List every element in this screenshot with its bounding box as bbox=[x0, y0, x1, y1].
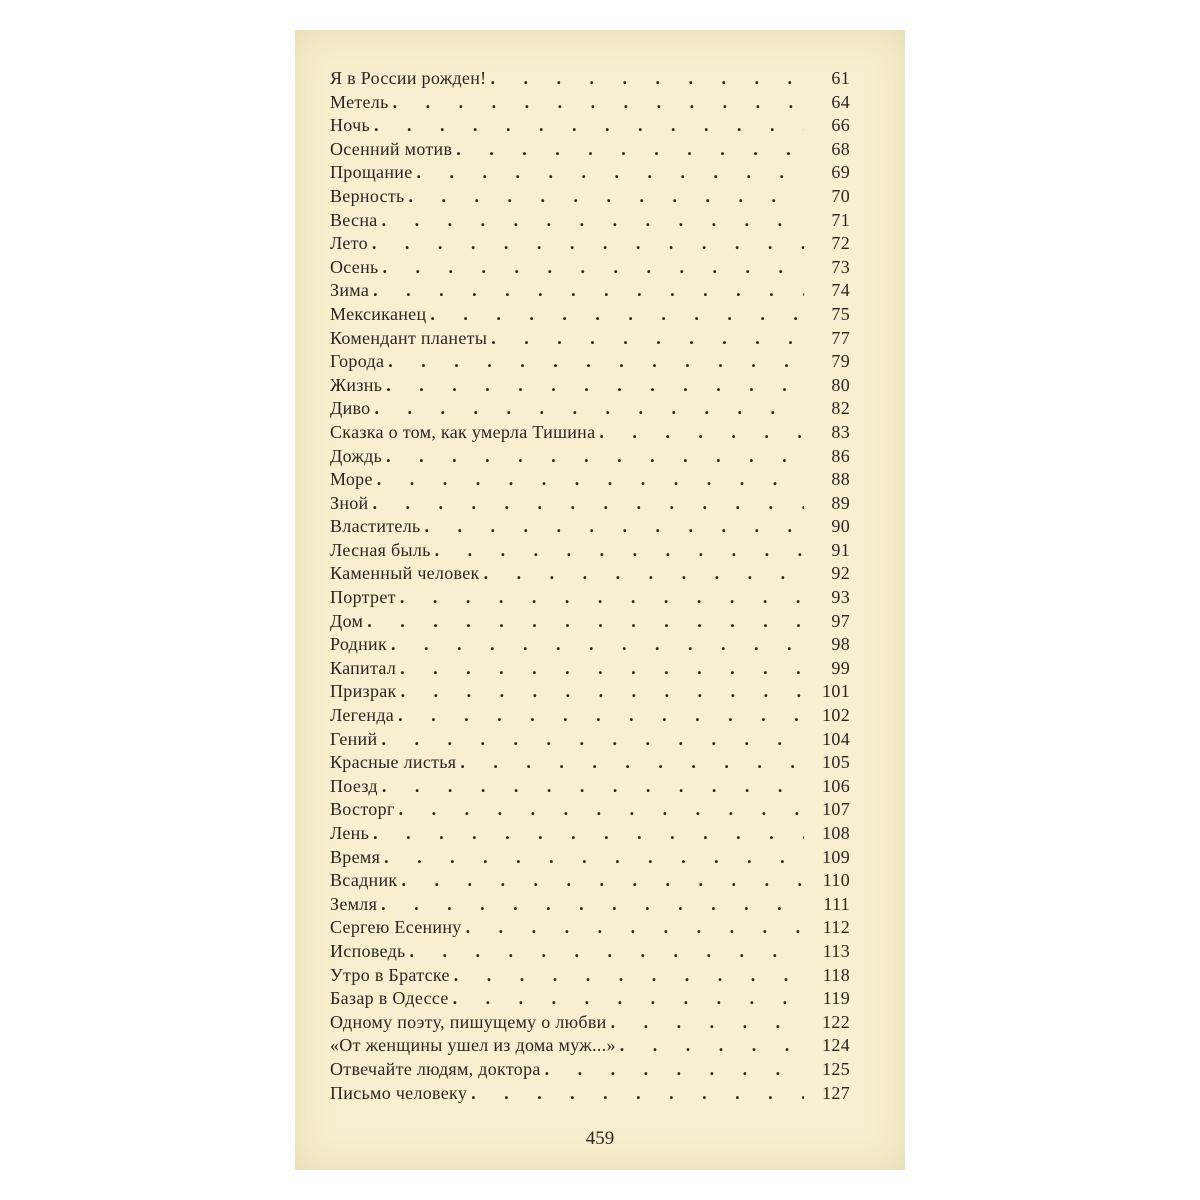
dot-leader bbox=[456, 139, 804, 160]
toc-entry-title: Родник bbox=[330, 634, 388, 655]
dot-leader bbox=[391, 634, 804, 655]
toc-entry-page: 88 bbox=[831, 469, 850, 490]
dot-leader bbox=[400, 658, 804, 679]
dot-leader bbox=[372, 493, 804, 514]
toc-entry bbox=[330, 540, 850, 564]
toc-entry bbox=[330, 139, 850, 163]
toc-entry bbox=[330, 634, 850, 658]
toc-entry bbox=[330, 328, 850, 352]
toc-entry-page: 111 bbox=[823, 893, 850, 914]
toc-entry-title: Легенда bbox=[330, 705, 395, 726]
dot-leader bbox=[435, 540, 804, 561]
toc-entry-page: 70 bbox=[831, 185, 850, 206]
toc-entry-title: Исповедь bbox=[330, 940, 406, 961]
toc-entry-page: 112 bbox=[822, 917, 850, 938]
dot-leader bbox=[471, 1083, 804, 1104]
dot-leader bbox=[425, 516, 804, 537]
toc-entry-title: Жизнь bbox=[330, 374, 383, 395]
toc-entry-title: Отвечайте людям, доктора bbox=[330, 1058, 541, 1079]
toc-entry-title: Сказка о том, как умерла Тишина bbox=[330, 421, 596, 442]
toc-entry-page: 77 bbox=[831, 327, 850, 348]
toc-entry-title: Лето bbox=[330, 233, 368, 254]
toc-entry-page: 97 bbox=[831, 610, 850, 631]
toc-entry-title: Базар в Одессе bbox=[330, 988, 449, 1009]
toc-entry bbox=[330, 917, 850, 941]
toc-entry-title: Лесная быль bbox=[330, 539, 431, 560]
toc-entry-page: 109 bbox=[822, 846, 850, 867]
dot-leader bbox=[372, 233, 804, 254]
dot-leader bbox=[373, 823, 804, 844]
toc-entry-title: Поезд bbox=[330, 775, 378, 796]
toc-entry-page: 82 bbox=[831, 398, 850, 419]
toc-entry-title: Осенний мотив bbox=[330, 138, 453, 159]
toc-entry-title: Города bbox=[330, 351, 385, 372]
toc-entry-page: 74 bbox=[831, 280, 850, 301]
toc-entry-title: Властитель bbox=[330, 516, 421, 537]
toc-entry bbox=[330, 516, 850, 540]
toc-entry-title: Осень bbox=[330, 256, 379, 277]
toc-entry bbox=[330, 587, 850, 611]
toc-entry-title: Дождь bbox=[330, 445, 383, 466]
toc-entry bbox=[330, 611, 850, 635]
toc-entry bbox=[330, 1012, 850, 1036]
dot-leader bbox=[401, 681, 804, 702]
toc-entry bbox=[330, 68, 850, 92]
dot-leader bbox=[393, 92, 804, 113]
toc-entry-title: Всадник bbox=[330, 870, 398, 891]
dot-leader bbox=[460, 752, 804, 773]
toc-entry-title: Красные листья bbox=[330, 752, 457, 773]
dot-leader bbox=[386, 375, 804, 396]
toc-entry bbox=[330, 705, 850, 729]
toc-entry-title: Время bbox=[330, 846, 381, 867]
toc-entry-title: Одному поэту, пишущему о любви bbox=[330, 1011, 607, 1032]
toc-entry-page: 90 bbox=[831, 516, 850, 537]
toc-entry-title: Письмо человеку bbox=[330, 1082, 468, 1103]
toc-entry bbox=[330, 186, 850, 210]
dot-leader bbox=[381, 729, 804, 750]
toc-entry bbox=[330, 894, 850, 918]
toc-entry-page: 91 bbox=[831, 539, 850, 560]
toc-entry-title: «От женщины ушел из дома муж...» bbox=[330, 1035, 616, 1056]
book-page bbox=[295, 30, 905, 1170]
dot-leader bbox=[620, 1035, 804, 1056]
toc-entry-title: Метель bbox=[330, 91, 389, 112]
toc-entry-title: Земля bbox=[330, 893, 378, 914]
toc-entry-page: 66 bbox=[831, 115, 850, 136]
toc-entry-title: Комендант планеты bbox=[330, 327, 488, 348]
toc-entry bbox=[330, 799, 850, 823]
dot-leader bbox=[491, 328, 804, 349]
toc-entry bbox=[330, 752, 850, 776]
dot-leader bbox=[386, 446, 804, 467]
toc-entry bbox=[330, 304, 850, 328]
toc-entry-page: 127 bbox=[822, 1082, 850, 1103]
dot-leader bbox=[399, 799, 804, 820]
toc-entry bbox=[330, 375, 850, 399]
toc-entry-title: Лень bbox=[330, 823, 370, 843]
toc-entry-page: 101 bbox=[822, 681, 850, 702]
toc-entry-title: Сергею Есенину bbox=[330, 917, 462, 938]
toc-entry-page: 80 bbox=[831, 374, 850, 395]
toc-entry bbox=[330, 847, 850, 871]
toc-entry-page: 83 bbox=[831, 421, 850, 442]
toc-entry-page: 118 bbox=[822, 964, 850, 985]
dot-leader bbox=[401, 870, 804, 891]
toc-entry bbox=[330, 563, 850, 587]
dot-leader bbox=[453, 988, 804, 1009]
toc-entry bbox=[330, 446, 850, 470]
toc-entry bbox=[330, 257, 850, 281]
toc-entry bbox=[330, 965, 850, 989]
toc-entry bbox=[330, 1083, 850, 1107]
toc-entry bbox=[330, 92, 850, 116]
toc-entry bbox=[330, 493, 850, 517]
dot-leader bbox=[400, 587, 804, 608]
dot-leader bbox=[484, 563, 804, 584]
dot-leader bbox=[454, 965, 804, 986]
toc-entry-title: Зной bbox=[330, 492, 369, 513]
toc-entry bbox=[330, 422, 850, 446]
dot-leader bbox=[382, 210, 804, 231]
toc-entry-page: 108 bbox=[822, 823, 850, 843]
dot-leader bbox=[466, 917, 804, 938]
toc-entry-page: 99 bbox=[831, 657, 850, 678]
page-number: 459 bbox=[585, 1128, 615, 1149]
toc-entry-page: 106 bbox=[822, 775, 850, 796]
dot-leader bbox=[409, 186, 804, 207]
dot-leader bbox=[383, 257, 804, 278]
toc-entry bbox=[330, 658, 850, 682]
toc-entry bbox=[330, 280, 850, 304]
toc-entry bbox=[330, 233, 850, 257]
dot-leader bbox=[375, 398, 805, 419]
toc-entry-title: Я в России рожден! bbox=[330, 68, 487, 88]
dot-leader bbox=[410, 941, 804, 962]
toc-entry-page: 124 bbox=[822, 1035, 850, 1056]
toc-entry-page: 73 bbox=[831, 256, 850, 277]
toc-entry bbox=[330, 776, 850, 800]
toc-entry-page: 71 bbox=[831, 209, 850, 230]
toc-entry-page: 125 bbox=[822, 1058, 850, 1079]
toc-entry-title: Портрет bbox=[330, 587, 396, 608]
dot-leader bbox=[384, 847, 804, 868]
toc-entry-title: Дом bbox=[330, 610, 364, 631]
dot-leader bbox=[398, 705, 804, 726]
toc-entry bbox=[330, 870, 850, 894]
dot-leader bbox=[490, 68, 804, 89]
toc-entry bbox=[330, 988, 850, 1012]
toc-entry-page: 64 bbox=[831, 91, 850, 112]
toc-entry bbox=[330, 1059, 850, 1083]
toc-entry bbox=[330, 681, 850, 705]
toc-entry-title: Зима bbox=[330, 280, 370, 301]
dot-leader bbox=[430, 304, 804, 325]
toc-entry bbox=[330, 823, 850, 847]
toc-entry-page: 105 bbox=[822, 752, 850, 773]
toc-entry-title: Капитал bbox=[330, 657, 397, 678]
toc-entry bbox=[330, 729, 850, 753]
toc-entry-page: 107 bbox=[822, 799, 850, 820]
toc-entry-title: Восторг bbox=[330, 799, 395, 820]
dot-leader bbox=[367, 611, 804, 632]
toc-entry bbox=[330, 351, 850, 375]
toc-entry-title: Призрак bbox=[330, 681, 397, 702]
toc-entry-page: 122 bbox=[822, 1011, 850, 1032]
toc-entry-page: 98 bbox=[831, 634, 850, 655]
dot-leader bbox=[377, 469, 804, 490]
dot-leader bbox=[611, 1012, 804, 1033]
toc-entry-title: Утро в Братске bbox=[330, 964, 450, 985]
dot-leader bbox=[545, 1059, 804, 1080]
dot-leader bbox=[388, 351, 804, 372]
toc-entry-title: Весна bbox=[330, 209, 378, 230]
toc-entry bbox=[330, 115, 850, 139]
toc-entry-title: Прощание bbox=[330, 162, 413, 183]
dot-leader bbox=[417, 162, 804, 183]
dot-leader bbox=[599, 422, 804, 443]
toc-entry-page: 93 bbox=[831, 587, 850, 608]
dot-leader bbox=[382, 776, 804, 797]
toc-entry-page: 72 bbox=[831, 233, 850, 254]
toc-entry-page: 86 bbox=[831, 445, 850, 466]
toc-entry-title: Гений bbox=[330, 728, 378, 749]
toc-entry-title: Ночь bbox=[330, 115, 370, 136]
toc-entry-title: Мексиканец bbox=[330, 303, 427, 324]
dot-leader bbox=[381, 894, 804, 915]
toc-entry bbox=[330, 1035, 850, 1059]
dot-leader bbox=[374, 115, 804, 136]
toc-entry-page: 104 bbox=[822, 728, 850, 749]
toc-entry-page: 92 bbox=[831, 563, 850, 584]
toc-entry bbox=[330, 398, 850, 422]
toc-entry-title: Каменный человек bbox=[330, 563, 480, 584]
toc-entry-page: 75 bbox=[831, 303, 850, 324]
toc-entry-page: 113 bbox=[822, 940, 850, 961]
toc-entry-title: Верность bbox=[330, 185, 405, 206]
toc-entry-page: 61 bbox=[831, 68, 850, 88]
toc-entry-title: Море bbox=[330, 469, 373, 490]
toc-entry-page: 68 bbox=[831, 138, 850, 159]
dot-leader bbox=[373, 280, 804, 301]
toc-entry-title: Диво bbox=[330, 398, 371, 419]
toc-entry-page: 89 bbox=[831, 492, 850, 513]
toc-entry bbox=[330, 162, 850, 186]
toc-entry-page: 69 bbox=[831, 162, 850, 183]
toc-entry-page: 79 bbox=[831, 351, 850, 372]
toc-entry-page: 110 bbox=[822, 870, 850, 891]
toc-entry bbox=[330, 469, 850, 493]
toc-entry-page: 119 bbox=[822, 988, 850, 1009]
toc-entry bbox=[330, 210, 850, 234]
table-of-contents bbox=[330, 68, 850, 1106]
toc-entry-page: 102 bbox=[822, 705, 850, 726]
toc-entry bbox=[330, 941, 850, 965]
